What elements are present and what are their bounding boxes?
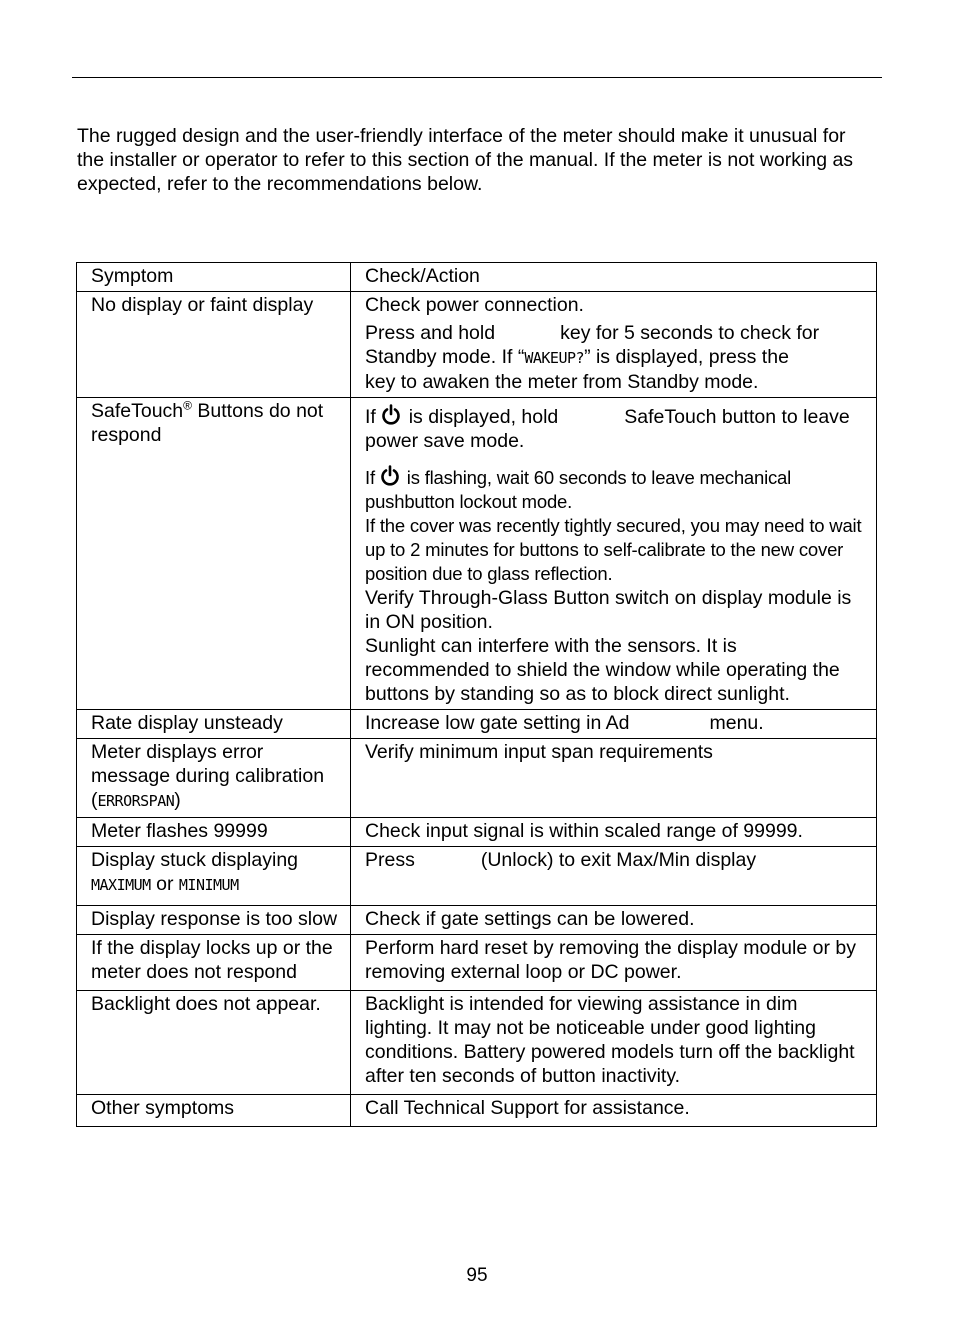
action-cell: Verify minimum input span requirements	[351, 739, 877, 818]
action-line	[365, 465, 866, 514]
action-cell: Backlight is intended for viewing assistance in dim lighting. It may not be noticeable under good lighting conditions. Battery powered models turn off the backlight after ten seconds of button inactivity.	[351, 991, 877, 1095]
symptom-cell	[77, 739, 351, 818]
lcd-text: MAXIMUM	[91, 876, 151, 894]
lcd-text: ERRORSPAN	[97, 792, 175, 810]
action-line: Sunlight can interfere with the sensors. It is recommended to shield the window while operating the buttons by standing so as to block direct sunlight.	[365, 635, 840, 705]
action-text: key for 5 seconds to check for Standby mode. If “	[365, 322, 820, 368]
action-text: is flashing, wait 60 seconds to leave mechanical pushbutton lockout mode.	[365, 467, 792, 512]
action-cell: Check input signal is within scaled range of 99999.	[351, 818, 877, 847]
table-header-row	[77, 263, 877, 292]
symptom-cell: Display response is too slow	[77, 906, 351, 935]
action-cell: Perform hard reset by removing the display module or by removing external loop or DC power.	[351, 935, 877, 991]
symptom-cell: Other symptoms	[77, 1095, 351, 1127]
action-text: key to awaken the meter from Standby mode.	[365, 371, 759, 393]
symptom-text: Buttons do not respond	[91, 400, 324, 446]
action-line: Verify Through-Glass Button switch on display module is in ON position.	[365, 587, 852, 633]
action-cell	[351, 847, 877, 906]
power-icon	[380, 465, 402, 487]
symptom-cell: Rate display unsteady	[77, 710, 351, 739]
symptom-cell: If the display locks up or the meter does not respond	[77, 935, 351, 991]
header-rule	[72, 77, 882, 78]
symptom-cell	[77, 847, 351, 906]
table-row	[77, 710, 877, 739]
symptom-cell: Backlight does not appear.	[77, 991, 351, 1095]
action-line: If the cover was recently tightly secured, you may need to wait up to 2 minutes for buttons to self-calibrate to the new cover position due to glass reflection.	[365, 515, 862, 584]
action-text: Press and hold	[365, 322, 496, 344]
action-text: ” is displayed, press the	[584, 346, 789, 368]
action-cell	[351, 292, 877, 398]
action-cell	[351, 398, 877, 710]
symptom-text: )	[174, 789, 181, 811]
symptom-text: or	[150, 873, 179, 895]
registered-mark: ®	[183, 398, 192, 413]
action-text: (Unlock) to exit Max/Min display	[480, 849, 757, 871]
action-line	[365, 321, 866, 394]
symptom-cell: Meter flashes 99999	[77, 818, 351, 847]
troubleshooting-table	[76, 262, 877, 1127]
table-row	[77, 906, 877, 935]
symptom-text: Meter displays error message during calibration (	[91, 741, 325, 811]
table-row	[77, 292, 877, 398]
action-text: SafeTouch button to leave power save mode.	[365, 406, 850, 452]
header-action: Check/Action	[351, 263, 877, 292]
action-text: menu.	[709, 712, 764, 734]
lcd-text: WAKEUP?	[524, 349, 585, 367]
table-row	[77, 739, 877, 818]
action-text: If	[365, 406, 376, 428]
table-row	[77, 847, 877, 906]
action-line: Check power connection.	[365, 294, 584, 316]
header-symptom: Symptom	[77, 263, 351, 292]
symptom-cell	[77, 398, 351, 710]
table-row	[77, 818, 877, 847]
action-cell: Check if gate settings can be lowered.	[351, 906, 877, 935]
action-text: is displayed, hold	[408, 406, 559, 428]
action-text: Press	[365, 849, 415, 871]
symptom-text: Display stuck displaying	[91, 849, 299, 871]
power-icon	[381, 404, 403, 426]
symptom-cell: No display or faint display	[77, 292, 351, 398]
intro-paragraph: The rugged design and the user-friendly interface of the meter should make it unusual for the installer or operator to refer to this section of the manual. If the meter is not working as expected, refer to the recommendations below.	[77, 125, 854, 195]
table-row	[77, 935, 877, 991]
table-row	[77, 1095, 877, 1127]
page-number: 95	[466, 1265, 488, 1286]
action-text: Increase low gate setting in Ad	[365, 712, 630, 734]
lcd-text: MINIMUM	[178, 876, 239, 894]
table-row	[77, 991, 877, 1095]
symptom-text: SafeTouch	[91, 400, 184, 422]
action-cell	[351, 710, 877, 739]
table-row	[77, 398, 877, 710]
action-cell: Call Technical Support for assistance.	[351, 1095, 877, 1127]
action-line	[365, 404, 866, 453]
action-text: If	[365, 467, 375, 488]
